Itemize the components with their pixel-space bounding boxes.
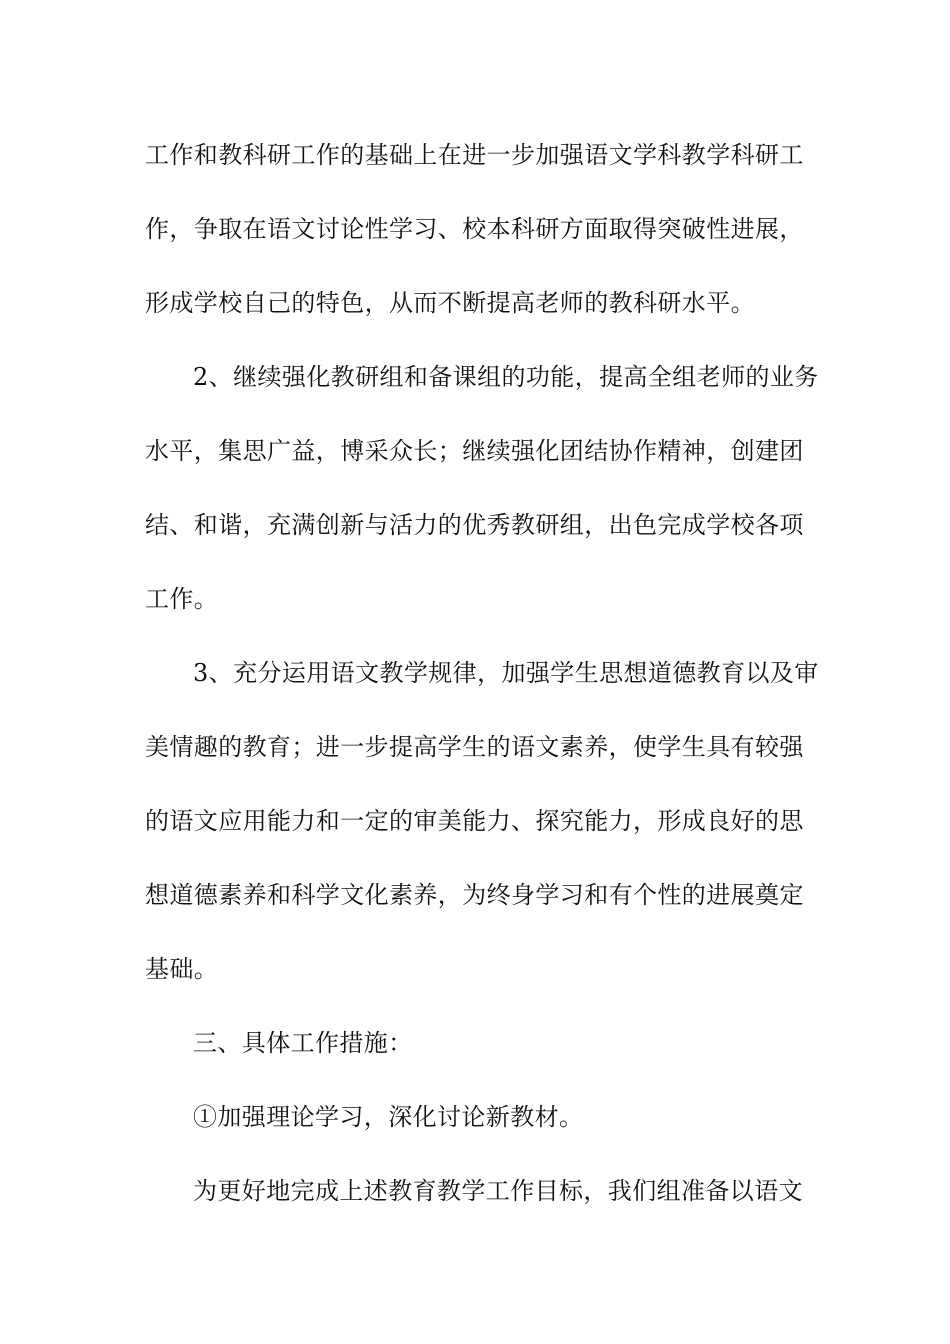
text-line: 工作。 (145, 585, 219, 613)
text-line: 2、继续强化教研组和备课组的功能，提高全组老师的业务 (193, 363, 819, 391)
text-line: 工作和教科研工作的基础上在进一步加强语文学科教学科研工 (145, 141, 804, 169)
text-line: 形成学校自己的特色，从而不断提高老师的教科研水平。 (145, 289, 755, 317)
subsection-heading: ①加强理论学习，深化讨论新教材。 (193, 1103, 584, 1131)
text-line: 水平，集思广益，博采众长；继续强化团结协作精神，创建团 (145, 437, 804, 465)
text-line: 的语文应用能力和一定的审美能力、探究能力，形成良好的思 (145, 807, 804, 835)
text-line: 结、和谐，充满创新与活力的优秀教研组，出色完成学校各项 (145, 511, 804, 539)
text-line: 基础。 (145, 955, 219, 983)
text-line: 作，争取在语文讨论性学习、校本科研方面取得突破性进展， (145, 215, 804, 243)
section-heading: 三、具体工作措施： (193, 1029, 413, 1057)
text-line: 想道德素养和科学文化素养，为终身学习和有个性的进展奠定 (145, 881, 804, 909)
text-line: 为更好地完成上述教育教学工作目标，我们组准备以语文 (193, 1177, 803, 1205)
text-line: 美情趣的教育；进一步提高学生的语文素养，使学生具有较强 (145, 733, 804, 761)
text-line: 3、充分运用语文教学规律，加强学生思想道德教育以及审 (193, 659, 819, 687)
